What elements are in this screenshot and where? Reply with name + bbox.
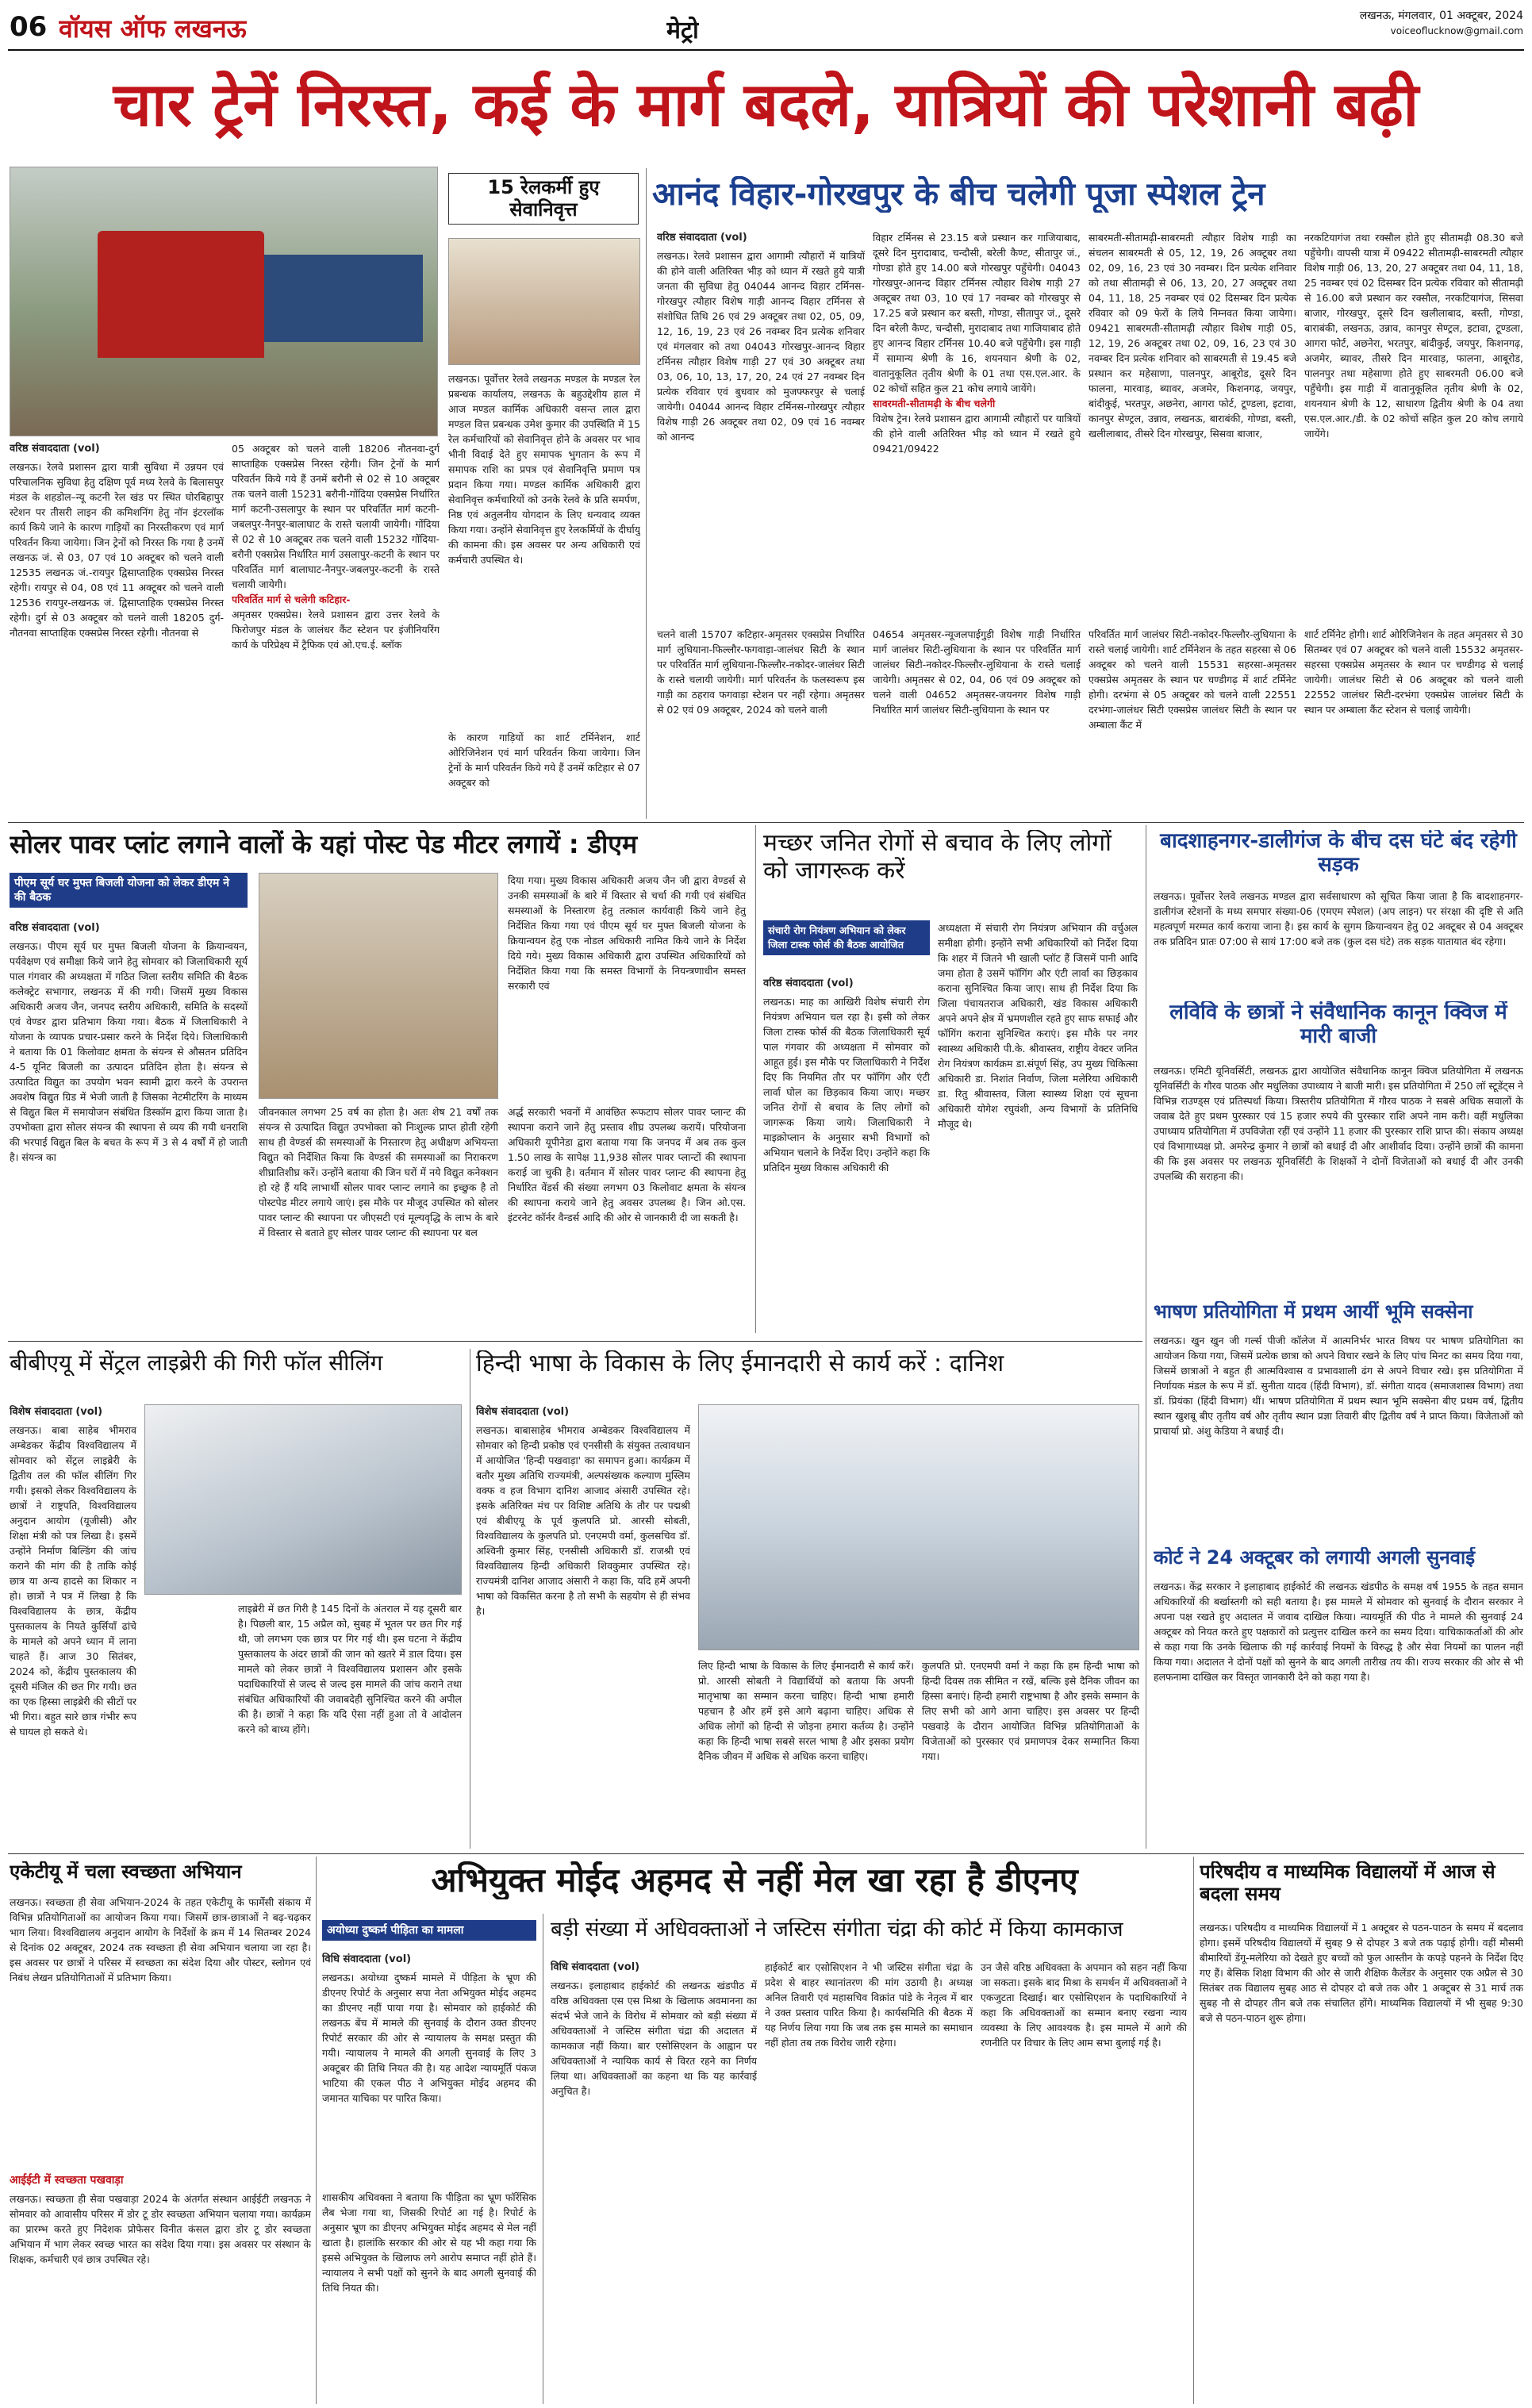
row2-b xyxy=(873,627,1081,817)
row2-c xyxy=(1089,627,1296,817)
solar-photo xyxy=(259,873,498,1099)
road-text: लखनऊ। पूर्वोत्तर रेलवे लखनऊ मण्डल द्वारा सर्वसाधारण को सूचित किया जाता है कि बादशाहनगर-डालीगंज स्टेशनों के मध्य समपार संख्या-06 (एमएम स्पेशल) (अप लाइन) पर संरक्षा की दृष्टि से अति महत्वपूर्ण मरम्मत कार्य कराया जाना है। इस कार्य के सुगम क्रियान्वयन हेतु 02 अक्टूबर से 04 अक्टूबर तक प्रतिदिन प्रातः 07:00 से सायं 17:00 बजे तक (कुल दस घंटे) तक सड़क यातायात बंद रहेगा। xyxy=(1154,890,1523,947)
dengue-col2 xyxy=(938,920,1138,1333)
header-rule xyxy=(8,49,1524,51)
retire-text-2: के कारण गाड़ियों का शार्ट टर्मिनेशन, शार्ट ओरिजिनेशन एवं मार्ग परिवर्तन किया जायेगा। जिन ट्रेनों के मार्ग परिवर्तन किये गये हैं उनमें कटिहार से 07 अक्टूबर को xyxy=(448,732,640,789)
dengue-headline: मच्छर जनित रोगों से बचाव के लिए लोगों को जागरूक करें xyxy=(763,830,1112,885)
court-text: लखनऊ। केंद्र सरकार ने इलाहाबाद हाईकोर्ट की लखनऊ खंडपीठ के समक्ष वर्ष 1955 के तहत समान अधिकारियों की बर्खास्तगी को सही बताया है। इस मामले में सोमवार को सुनवाई के दौरान सरकार ने अपना पक्ष रखते हुए अदालत में जवाब दाखिल किया। न्यायमूर्ति की पीठ ने मामले की सुनवाई 24 अक्टूबर को नियत करते हुए पक्षकारों को प्रत्युत्तर दाखिल करने का समय दिया। याचिकाकर्ताओं की ओर से कहा गया कि उनके खिलाफ की गई कार्रवाई नियमों के विरुद्ध है और सेवा नियमों का पालन नहीं किया गया। अदालत ने दोनों पक्षों को सुनने के बाद अगली तारीख तय की। राज्य सरकार की ओर से भी हलफनामा दाखिल कर विस्तृत जानकारी देने को कहा गया है। xyxy=(1154,1580,1523,1683)
row2-d xyxy=(1304,627,1523,817)
hindi-photo xyxy=(698,1404,1139,1650)
dna-body-1: लखनऊ। अयोध्या दुष्कर्म मामले में पीड़िता के भ्रूण की डीएनए रिपोर्ट के अनुसार सपा नेता अभियुक्त मोईद अहमद का डीएनए नहीं पाया गया है। सोमवार को हाईकोर्ट की लखनऊ बेंच में मामले की सुनवाई के दौरान उक्त डीएनए रिपोर्ट सरकार की ओर से न्यायालय के समक्ष प्रस्तुत की गयी। न्यायालय ने मामले की अगली सुनवाई के लिए 3 अक्टूबर की तिथि नियत की है। यह आदेश न्यायमूर्ति पंकज भाटिया की एकल पीठ ने अभियुक्त मोईद अहमद की जमानत याचिका पर पारित किया। xyxy=(322,1972,536,2104)
lead-body-1: लखनऊ। रेलवे प्रशासन द्वारा यात्री सुविधा में उन्नयन एवं परिचालनिक सुविधा हेतु दक्षिण पूर्व मध्य रेलवे के बिलासपुर मंडल के शहडोल–न्यू कटनी रेल खंड पर स्थित घोरबिहापुर स्टेशन पर तीसरी लाइन की कमिशनिंग हेतु नॉन इंटरलॉक कार्य किये जाने के कारण गाड़ियों का निरस्तीकरण एवं मार्ग परिवर्तन किया जायेगा। जिन ट्रेनों को निरस्त कि गया है उनमें लखनऊ जं. से 03, 07 एवं 10 अक्टूबर को चलने वाली 12535 लखनऊ जं.-रायपुर द्विसाप्ताहिक एक्सप्रेस निरस्त रहेगी। रायपुर से 04, 08 एवं 11 अक्टूबर को चलने वाली 12536 रायपुर-लखनऊ जं. द्विसाप्ताहिक एक्सप्रेस निरस्त रहेगी। दुर्ग से 03 अक्टूबर को चलने वाली 18205 दुर्ग-नौतनवा साप्ताहिक एक्सप्रेस निरस्त रहेगी। नौतनवा से xyxy=(10,461,224,639)
lead-headline: चार ट्रेनें निरस्त, कई के मार्ग बदले, यात्रियों की परेशानी बढ़ी xyxy=(113,69,1419,140)
road-headline: बादशाहनगर-डालीगंज के बीच दस घंटे बंद रहेगी सड़क xyxy=(1160,830,1517,877)
edu-text: लखनऊ। परिषदीय व माध्यमिक विद्यालयों में 1 अक्टूबर से पठन-पाठन के समय में बदलाव होगा। इसमें परिषदीय विद्यालयों में सुबह 9 से दोपहर 3 बजे तक पढ़ाई होगी। वहीं मौसमी बीमारियों डेंगू-मलेरिया को देखते हुए बच्चों को फुल आस्तीन के कपड़े पहनने के निर्देश दिए गए हैं। बेसिक शिक्षा विभाग की ओर से जारी शैक्षिक कैलेंडर के अनुसार एक अप्रैल से 30 सितंबर तक विद्यालय सुबह आठ से दोपहर दो बजे तक और 1 अक्टूबर से 31 मार्च तक सुबह नौ से दोपहर तीन बजे तक संचालित होंगे। माध्यमिक विद्यालयों में भी सुबह 9:30 बजे से पठन-पाठन शुरू होगा। xyxy=(1200,1922,1523,2024)
retire-photo xyxy=(448,238,640,365)
clean-subhead: आईईटी में स्वच्छता पखवाड़ा xyxy=(10,2174,124,2187)
court-delay-col3 xyxy=(981,1960,1187,2399)
puja-body-3: विशेष ट्रेन। रेलवे प्रशासन द्वारा आगामी त्यौहारों पर यात्रियों की होने वाली अतिरिक्त भीड़ को ध्यान में रखते हुये 09421/09422 xyxy=(873,413,1081,455)
hindi-col2 xyxy=(698,1658,914,1849)
quiz-text: लखनऊ। एमिटी यूनिवर्सिटी, लखनऊ द्वारा आयोजित संवैधानिक कानून क्विज प्रतियोगिता में लखनऊ यूनिवर्सिटी के गौरव पाठक और मधुलिका उपाध्याय ने बाजी मारी। इस प्रतियोगिता में 250 लॉ स्टूडेंट्स ने विभिन्न राउण्ड्स एवं प्रतिस्पर्धा किया। त्रिस्तरीय प्रतियोगिता में गौरव पाठक ने सबसे अधिक सवालों के जवाब देते हुए प्रथम पुरस्कार एवं 15 हजार रुपये की पुरस्कार राशि अपने नाम करी। वहीं मधुलिका उपाध्याय प्रतियोगिता में उपविजेता रहीं एवं उन्होंने 11 हजार की पुरस्कार राशि प्राप्त की। संकाय अध्यक्ष एवं विभागाध्यक्ष प्रो. अमरेन्द्र कुमार ने छात्रों को बधाई दी और आशीर्वाद दिया। उन्होंने छात्रों की कामना की कि इस अवसर पर लखनऊ यूनिवर्सिटी के शिक्षकों ने दोनों विजेताओं को बधाई दी और उनकी उपलब्धि की सराहना की। xyxy=(1154,1065,1523,1182)
solar-body-2: जीवनकाल लगभग 25 वर्ष का होता है। अतः शेष 21 वर्षों तक संयन्त्र से उत्पादित विद्युत उपभोक्ता को निःशुल्क प्राप्त होती रहेगी साथ ही वेण्डर्स की समस्याओं के निस्तारण हेतु अधीक्षण अभियन्ता विद्युत को निर्देशित किया कि वेण्डर्स की समस्याओं का निराकरण शीघ्रातिशीघ्र करें। उन्होंने बताया की जिन घरों में नये विद्युत कनेक्शन हो रहे हैं यदि लाभार्थी सोलर पावर प्लान्ट लगाने का इच्छुक है तो पोस्टपेड मीटर लगाये जाएं। इस मौके पर मौजूद उपस्थित को सोलर पावर प्लान्ट की स्थापना पर जीएसटी एवं मूल्यवृद्धि के लाभ के बारे में विस्तार से बताते हुए सोलर पावर प्लान्ट की स्थापना पर बल xyxy=(259,1106,498,1239)
solar-subhead: पीएम सूर्य घर मुफ्त बिजली योजना को लेकर डीएम ने की बैठक xyxy=(10,873,248,908)
library-col1 xyxy=(10,1404,136,1849)
coaches xyxy=(264,255,423,342)
puja-body-4: साबरमती-सीतामढ़ी-साबरमती त्यौहार विशेष गाड़ी का संचलन साबरमती से 05, 12, 19, 26 अक्टूबर तथा 02, 09, 16, 23 एवं 30 नवम्बर। दिन प्रत्येक शनिवार को तथा सीतामढ़ी से 06, 13, 20, 27 अक्टूबर तथा 04, 11, 18, 25 नवम्बर एवं 02 दिसम्बर दिन प्रत्येक रविवार को 09 फेरों के लिये निम्नवत किया जायेगा। 09421 साबरमती-सीतामढ़ी त्यौहार विशेष गाड़ी 05, 12, 19, 26 अक्टूबर तथा 02, 09, 16, 23 एवं 30 नवम्बर दिन प्रत्येक शनिवार को साबरमती से 19.45 बजे प्रस्थान कर महेसाणा, पालनपुर, आबूरोड, दूसरे दिन फालना, मारवाड़, ब्यावर, अजमेर, किशनगढ़, जयपुर, बांदीकुई, भरतपुर, अछनेरा, आगरा फोर्ट, टूण्डला, इटावा, कानपुर सेण्ट्रल, उन्नाव, लखनऊ, बाराबंकी, गोण्डा, बस्ती, खलीलाबाद, तीसरे दिन गोरखपुर, सिसवा बाजार, xyxy=(1089,232,1296,440)
puja-col2 xyxy=(873,230,1081,627)
court-body xyxy=(1154,1579,1523,1833)
solar-col2 xyxy=(259,1104,498,1333)
hindi-col3 xyxy=(922,1658,1139,1849)
edu-headline: परिषदीय व माध्यमिक विद्यालयों में आज से बदला समय xyxy=(1200,1861,1496,1905)
speech-headline: भाषण प्रतियोगिता में प्रथम आयीं भूमि सक्सेना xyxy=(1154,1301,1473,1323)
court-delay-body-1: लखनऊ। इलाहाबाद हाईकोर्ट की लखनऊ खंडपीठ में वरिष्ठ अधिवक्ता एस एस मिश्रा के खिलाफ अवमानना का संदर्भ भेजे जाने के विरोध में सोमवार को बड़ी संख्या में अधिवक्ताओं ने जस्टिस संगीता चंद्रा की अदालत में कामकाज नहीं किया। बार एसोसिएशन के आह्वान पर अधिवक्ताओं ने न्यायिक कार्य से विरत रहने का निर्णय लिया था। अधिवक्ताओं का कहना था कि यह कार्रवाई अनुचित है। xyxy=(551,1980,757,2097)
library-col2 xyxy=(238,1601,462,1849)
puja-body-5: नरकटियागंज तथा रक्सौल होते हुए सीतामढ़ी 08.30 बजे पहुँचेगी। वापसी यात्रा में 09422 सीतामढ़ी-साबरमती त्यौहार विशेष गाड़ी 06, 13, 20, 27 अक्टूबर तथा 04, 11, 18, 25 नवम्बर एवं 02 दिसम्बर दिन प्रत्येक रविवार को सीतामढ़ी से 16.00 बजे प्रस्थान कर रक्सौल, नरकटियागंज, सिसवा बाजार, गोरखपुर, दूसरे दिन खलीलाबाद, बस्ती, गोण्डा, बाराबंकी, लखनऊ, उन्नाव, कानपुर सेण्ट्रल, इटावा, टूण्डला, आगरा फोर्ट, अछनेरा, भरतपुर, बांदीकुई, जयपुर, किशनगढ़, अजमेर, ब्यावर, तीसरे दिन मारवाड़, फालना, आबूरोड, पालनपुर तथा महेसाणा होते हुए साबरमती 06.00 बजे पहुँचेगी। इस गाड़ी में वातानुकूलित तृतीय श्रेणी के 02, शयनयान श्रेणी के 12, साधारण द्वितीय श्रेणी के 04 तथा एस.एल.आर./डी. के 02 कोचों सहित कुल 20 कोच लगाये जायेंगे। xyxy=(1304,232,1523,440)
quiz-body xyxy=(1154,1063,1523,1293)
masthead-title: वॉयस ऑफ लखनऊ xyxy=(59,13,247,44)
solar-body-3: दिया गया। मुख्य विकास अधिकारी अजय जैन जी द्वारा वेण्डर्स से उनकी समस्याओं के बारे में विस्तार से चर्चा की गयी एवं संबंधित समस्याओं के निस्तारण हेतु तत्काल कार्यवाही किये जाने हेतु निर्देशित किया गया एवं पीएम सूर्य घर मुफ्त बिजली योजना के क्रियान्वयन हेतु एक नोडल अधिकारी नामित किये जाने के निर्देश दिये गये। मुख्य विकास अधिकारी द्वारा उपस्थित अधिकारियों को निर्देशित किया गया कि समस्त विभागों के नियन्त्रणाधीन समस्त सरकारी एवं xyxy=(508,874,746,992)
puja-body-1: लखनऊ। रेलवे प्रशासन द्वारा आगामी त्यौहारों में यात्रियों की होने वाली अतिरिक्त भीड़ को ध्यान में रखते हुये यात्री जनता की सुविधा हेतु 04044 आनन्द विहार टर्मिनस-गोरखपुर त्यौहार विशेष गाड़ी आनन्द विहार टर्मिनस से संशोधित तिथि 26 एवं 29 अक्टूबर तथा 02, 05, 09, 12, 16, 19, 23 एवं 26 नवम्बर दिन प्रत्येक शनिवार एवं मंगलवार को तथा 04043 गोरखपुर-आनन्द विहार टर्मिनस त्यौहार विशेष गाड़ी 27 एवं 30 अक्टूबर तथा 03, 06, 10, 13, 17, 20, 24 एवं 27 नवम्बर दिन प्रत्येक रविवार एवं बुधवार को मुजफ्फरपुर से चलाई जायेगी। 04044 आनन्द विहार टर्मिनस-गोरखपुर त्यौहार विशेष गाड़ी 26 अक्टूबर तथा 02, 09 एवं 16 नवम्बर को आनन्द xyxy=(657,250,865,443)
puja-col3 xyxy=(1089,230,1296,627)
lead-byline: वरिष्ठ संवाददाता (vol) xyxy=(10,443,100,455)
library-headline: बीबीएयू में सेंट्रल लाइब्रेरी की गिरी फॉल सीलिंग xyxy=(10,1350,383,1376)
clean-headline: एकेटीयू में चला स्वच्छता अभियान xyxy=(10,1861,242,1883)
dna-byline: विधि संवाददाता (vol) xyxy=(322,1953,412,1965)
page-number: 06 xyxy=(10,11,48,43)
divider-h1 xyxy=(8,822,1524,823)
dengue-subhead: संचारी रोग नियंत्रण अभियान को लेकर जिला टास्क फोर्स की बैठक आयोजित xyxy=(763,920,930,955)
locomotive xyxy=(98,231,264,358)
court-delay-byline: विधि संवाददाता (vol) xyxy=(551,1961,640,1973)
speech-body xyxy=(1154,1333,1523,1539)
divider-v7 xyxy=(1193,1857,1194,2404)
dna-col2 xyxy=(322,2190,536,2399)
solar-body-4: अर्द्ध सरकारी भवनों में आवंछित रूफटाप सोलर पावर प्लान्ट की स्थापना कराने जाने हेतु प्रस्ताव शीघ्र उपलब्ध करायें। परियोजना अधिकारी यूपीनेडा द्वारा बताया गया कि जनपद में अब तक कुल 1.50 लाख के सापेक्ष 11,938 सोलर पावर प्लान्टों की स्थापना कराई जा चुकी है। वर्तमान में सोलर पावर प्लान्ट की स्थापना हेतु निर्धारित वेंडर्स की संख्या लगभग 03 किलोवाट क्षमता के संयन्त्र की स्थापना कराये जाने हेतु अवसर उपलब्ध है। जिन ओ.एस. इंटरनेट कॉर्नर वैन्डर्स आदि की ओर से जानकारी दी जा सकती है। xyxy=(508,1106,746,1223)
solar-col3b xyxy=(508,1104,746,1333)
puja-body-2: विहार टर्मिनस से 23.15 बजे प्रस्थान कर गाजियाबाद, दूसरे दिन मुरादाबाद, चन्दौसी, बरेली कैण्ट, सीतापुर जं., गोण्डा होते हुए 14.00 बजे गोरखपुर पहुँचेगी। 04043 गोरखपुर-आनन्द विहार टर्मिनस त्यौहार विशेष गाड़ी 27 अक्टूबर तथा 03, 10 एवं 17 नवम्बर को गोरखपुर से 17.25 बजे प्रस्थान कर बस्ती, गोण्डा, सीतापुर जं., दूसरे दिन बरेली कैण्ट, चन्दौसी, मुरादाबाद तथा गाजियाबाद होते हुए आनन्द विहार टर्मिनस 10.40 बजे पहुँचेगी। इस गाड़ी में सामान्य श्रेणी के 16, शयनयान श्रेणी के 02, वातानुकूलित तृतीय श्रेणी के 01 तथा एस.एल.आर. के 02 कोचों सहित कुल 21 कोच लगाये जायेंगे। xyxy=(873,232,1081,394)
lead-col1 xyxy=(10,441,224,933)
dna-body-2: शासकीय अधिवक्ता ने बताया कि पीड़िता का भ्रूण फॉरेंसिक लैब भेजा गया था, जिसकी रिपोर्ट आ गई है। रिपोर्ट के अनुसार भ्रूण का डीएनए अभियुक्त मोईद अहमद से मेल नहीं खाता है। हालांकि सरकार की ओर से यह भी कहा गया कि इससे अभियुक्त के खिलाफ लगे आरोप समाप्त नहीं होते हैं। न्यायालय ने सभी पक्षों को सुनने के बाद अगली सुनवाई की तिथि नियत की। xyxy=(322,2191,536,2294)
library-photo xyxy=(144,1404,462,1595)
lead-col2 xyxy=(232,441,440,933)
section-name: मेट्रो xyxy=(666,17,699,44)
solar-headline: सोलर पावर प्लांट लगाने वालों के यहां पोस्ट पेड मीटर लगायें : डीएम xyxy=(10,830,638,859)
quiz-headline: लविवि के छात्रों ने संवैधानिक कानून क्विज में मारी बाजी xyxy=(1169,1001,1507,1048)
clean-text-2: लखनऊ। स्वच्छता ही सेवा पखवाड़ा 2024 के अंतर्गत संस्थान आईईटी लखनऊ ने सोमवार को आवासीय परिसर में डोर टू डोर स्वच्छता अभियान चलाया गया। कार्यक्रम का प्रारम्भ करते हुए निदेशक प्रोफेसर विनीत कंसल द्वारा डोर टू डोर स्वच्छता अभियान में भाग लेकर स्वच्छ भारत का संदेश दिया गया। इस अवसर पर संस्थान के शिक्षक, कर्मचारी एवं छात्र उपस्थित रहे। xyxy=(10,2193,311,2265)
masthead-bar xyxy=(0,0,1532,52)
hindi-body-3: कुलपति प्रो. एनएमपी वर्मा ने कहा कि हम हिन्दी भाषा को हिन्दी दिवस तक सीमित न रखें, बल्कि इसे दैनिक जीवन का हिस्सा बनाएं। हिन्दी हमारी राष्ट्रभाषा है और इसके सम्मान के लिए सभी को आगे आना चाहिए। इस अवसर पर हिन्दी पखवाड़े के दौरान आयोजित विभिन्न प्रतियोगिताओं के विजेताओं को पुरस्कार एवं प्रमाणपत्र देकर सम्मानित किया गया। xyxy=(922,1660,1139,1762)
lead-body-2: 05 अक्टूबर को चलने वाली 18206 नौतनवा-दुर्ग साप्ताहिक एक्सप्रेस निरस्त रहेगी। जिन ट्रेनों के मार्ग परिवर्तन किये गये हैं उनमें बरौनी से 02 से 10 अक्टूबर तक चलने वाली 15231 बरौनी-गोंदिया एक्सप्रेस निर्धारित मार्ग कटनी-उसलापुर के स्थान पर परिवर्तित मार्ग कटनी-जबलपुर-नैनपुर-बालाघाट के रास्ते चलायी जायेगी। गोंदिया से 02 से 10 अक्टूबर तक चलने वाली 15232 गोंदिया-बरौनी एक्सप्रेस निर्धारित मार्ग उसलापुर-कटनी के स्थान पर परिवर्तित मार्ग बालाघाट-नैनपुर-जबलपुर-कटनी के रास्ते चलायी जायेगी। xyxy=(232,443,440,590)
court-delay-body-2: हाईकोर्ट बार एसोसिएशन ने भी जस्टिस संगीता चंद्रा के प्रदेश से बाहर स्थानांतरण की मांग उठायी है। अध्यक्ष अनिल तिवारी एवं महासचिव विक्रांत पांडे के नेतृत्व में बार ने उक्त प्रस्ताव पारित किया है। कार्यसमिति की बैठक में यह निर्णय लिया गया कि जब तक इस मामले का समाधान नहीं होता तब तक विरोध जारी रहेगा। xyxy=(765,1961,973,2049)
library-body-1: लखनऊ। बाबा साहेब भीमराव अम्बेडकर केंद्रीय विश्वविद्यालय में सोमवार को सेंट्रल लाइब्रेरी के द्वितीय तल की फॉल सीलिंग गिर गयी। इसको लेकर विश्वविद्यालय के छात्रों ने राष्ट्रपति, विश्वविद्यालय अनुदान आयोग (यूजीसी) और शिक्षा मंत्री को पत्र लिखा है। इसमें उन्होंने निर्माण बिल्डिंग की जांच कराने की मांग की है ताकि कोई छात्र या अन्य हादसे का शिकार न हो। छात्रों ने पत्र में लिखा है कि विश्वविद्यालय के छात्र, केंद्रीय पुस्तकालय के नियते कुर्सियाँ ढांचे के मामले को अपने ध्यान में लाना चाहते हैं। आज 30 सितंबर, 2024 को, केंद्रीय पुस्तकालय की दूसरी मंजिल की छत गिर गयी। छत का एक हिस्सा लाइब्रेरी की सीटों पर भी गिरा। बहुत सारे छात्र गंभीर रूप से घायल हो सकते थे। xyxy=(10,1424,136,1738)
divider-h2 xyxy=(8,1341,1142,1342)
hindi-byline: विशेष संवाददाता (vol) xyxy=(476,1406,570,1418)
court-delay-col1 xyxy=(551,1960,757,2399)
dengue-col1 xyxy=(763,976,930,1333)
puja-col1 xyxy=(657,230,865,603)
dengue-byline: वरिष्ठ संवाददाता (vol) xyxy=(763,977,854,989)
dna-headline: अभियुक्त मोईद अहमद से नहीं मेल खा रहा है डीएनए xyxy=(431,1861,1078,1899)
speech-text: लखनऊ। खुन खुन जी गर्ल्स पीजी कॉलेज में आत्मनिर्भर भारत विषय पर भाषण प्रतियोगिता का आयोजन किया गया, जिसमें प्रत्येक छात्रा को अपने विचार रखने के लिए पांच मिनट का समय दिया गया, जिसमें छात्राओं ने बहुत ही आत्मविश्वास व प्रभावशाली ढंग से अपने विचार रखे। इस प्रतियोगिता में निर्णायक मंडल के रूप में डॉ. सुनीता यादव (हिंदी विभाग), डॉ. संगीता यादव (समाजशास्त्र विभाग) तथा डॉ. प्रियंका (हिंदी विभाग) थीं। भाषण प्रतियोगिता में प्रथम स्थान भूमि सक्सेना बीए प्रथम वर्ष, द्वितीय स्थान खुशबू बीए तृतीय वर्ष और तृतीय स्थान प्रज्ञा तिवारी बीए द्वितीय वर्ष ने प्राप्त किया। विजेताओं को प्राचार्या प्रो. अंशु केडिया ने बधाई दी। xyxy=(1154,1335,1523,1437)
library-body-2: लाइब्रेरी में छत गिरी है 145 दिनों के अंतराल में यह दूसरी बार है। पिछली बार, 15 अप्रैल को, सुबह में भूतल पर छत गिर गई थी, जो लगभग एक छात्र पर गिर गई थी। इस घटना ने केंद्रीय पुस्तकालय के अंदर छात्रों की जान को खतरे में डाल दिया। इस मामले को लेकर छात्रों ने विश्वविद्यालय प्रशासन और इसके पदाधिकारियों से जल्द से जल्द इस मामले की जांच कराने तथा संबंधित अधिकारियों की जवाबदेही सुनिश्चित करने की अपील की है। छात्रों ने कहा कि यदि ऐसा नहीं हुआ तो वे आंदोलन करने को बाध्य होंगे। xyxy=(238,1603,462,1735)
solar-body-1: लखनऊ। पीएम सूर्य घर मुफ्त बिजली योजना के क्रियान्वयन, पर्यवेक्षण एवं समीक्षा किये जाने हेतु सोमवार को जिलाधिकारी सूर्य पाल गंगवार की अध्यक्षता में गठित जिला स्तरीय समिति की बैठक कलेक्ट्रेट सभागार, लखनऊ में की गयी। जिसमें मुख्य विकास अधिकारी अजय जैन, जनपद स्तरीय अधिकारी, समिति के सदस्यों एवं वेण्डर द्वारा प्रतिभाग किया गया। बैठक में जिलाधिकारी ने योजना के व्यापक प्रचार-प्रसार करने के निर्देश दिये। जिलाधिकारी ने बताया कि 01 किलोवाट क्षमता के संयन्त्र से औसतन प्रतिदिन 4-5 यूनिट बिजली का उत्पादन प्रतिदिन होता है। संयन्त्र से उत्पादित विद्युत का उपयोग भवन स्वामी द्वारा करने के उपरान्त अवशेष विद्युत ग्रिड में भेजी जाती है जिसका नेटमीटरिंग के माध्यम से विद्युत बिल में समायोजन संबंधित डिस्कॉम द्वारा किया जाता है। उपभोक्ता द्वारा सोलर संयन्त्र की स्थापना से व्यय की गयी धनराशि की भरपाई विद्युत बिल के बचत के रूप में 3 से 4 वर्षों में हो जाती है। संयन्त्र का xyxy=(10,940,248,1163)
clean-body xyxy=(10,1895,311,2164)
row2-b-text: 04654 अमृतसर-न्यूजलपाईगुड़ी विशेष गाड़ी निर्धारित मार्ग जालंधर सिटी-लुधियाना के स्थान पर परिवर्तित मार्ग जालंधर सिटी-नकोदर-फिल्लौर-लुधियाना के रास्ते चलाई जायेगी। अमृतसर से 02, 04, 06 एवं 09 अक्टूबर को चलने वाली 04652 अमृतसर-जयनगर विशेष गाड़ी निर्धारित मार्ग जालंधर सिटी-लुधियाना के स्थान पर xyxy=(873,628,1081,716)
solar-byline: वरिष्ठ संवाददाता (vol) xyxy=(10,922,100,934)
lead-subhead: परिवर्तित मार्ग से चलेगी कटिहार- xyxy=(232,593,351,605)
court-delay-headline: बड़ी संख्या में अधिवक्ताओं ने जस्टिस संगीता चंद्रा की कोर्ट में किया कामकाज xyxy=(551,1918,1123,1941)
edu-body xyxy=(1200,1920,1523,2399)
library-byline: विशेष संवाददाता (vol) xyxy=(10,1406,103,1418)
train-photo xyxy=(10,167,438,436)
dateline: लखनऊ, मंगलवार, 01 अक्टूबर, 2024 xyxy=(1359,10,1523,22)
divider-h3 xyxy=(8,1853,1524,1854)
email: voiceoflucknow@gmail.com xyxy=(1390,25,1523,36)
dengue-body-2: अध्यक्षता में संचारी रोग नियंत्रण अभियान की वर्चुअल समीक्षा होगी। इन्होंने सभी अधिकारियों को निर्देश दिया कि शहर में जितने भी खाली प्लॉट हैं जिसमें पानी आदि जमा होता है उसमें फॉगिंग और एंटी लार्वा का छिड़काव कराना सुनिश्चित किया जाए। साथ ही निर्देश दिया कि जिला पंचायतराज अधिकारी, खंड विकास अधिकारी अपने अपने क्षेत्र में भ्रमणशील रहते हुए साफ सफाई और फॉगिंग कराना सुनिश्चित कराएं। इस मौके पर नगर स्वास्थ्य अधिकारी पी.के. श्रीवास्तव, राष्ट्रीय वेक्टर जनित रोग नियंत्रण कार्यक्रम डा.संपूर्ण सिंह, उप मुख्य चिकित्सा अधिकारी डा. निशांत निर्वाण, जिला मलेरिया अधिकारी डा. रितु श्रीवास्तव, जिला स्वास्थ्य शिक्षा एवं सूचना अधिकारी योगेश रघुवंशी, अन्य विभागों के प्रतिनिधि मौजूद थे। xyxy=(938,922,1138,1130)
puja-col4 xyxy=(1304,230,1523,627)
road-body xyxy=(1154,889,1523,992)
divider-v2 xyxy=(755,825,756,1333)
row2-a xyxy=(657,627,865,817)
hindi-headline: हिन्दी भाषा के विकास के लिए ईमानदारी से कार्य करें : दानिश xyxy=(476,1350,1004,1377)
retire-body xyxy=(448,371,640,728)
dna-subhead: अयोध्या दुष्कर्म पीड़िता का मामला xyxy=(322,1920,536,1941)
row2-d-text: शार्ट टर्मिनेट होगी। शार्ट ओरिजिनेशन के तहत अमृतसर से 30 सितम्बर एवं 07 अक्टूबर को चलने वाली 15532 अमृतसर-सहरसा एक्सप्रेस अमृतसर के स्थान पर चण्डीगढ़ से चलाई जायेगी। जालंधर सिटी से 06 अक्टूबर को चलने वाली 22552 जालंधर सिटी-दरभंगा एक्सप्रेस जालंधर सिटी के स्थान पर अम्बाला कैंट स्टेशन से चलाई जायेगी। xyxy=(1304,628,1523,716)
row2-a-text: चलने वाली 15707 कटिहार-अमृतसर एक्सप्रेस निर्धारित मार्ग लुधियाना-फिल्लौर-फगवाड़ा-जालंधर सिटी के स्थान पर परिवर्तित मार्ग लुधियाना-फिल्लौर-नकोदर-जालंधर सिटी के रास्ते चलायी जायेगी। मार्ग परिवर्तन के फलस्वरूप इस गाड़ी का ठहराव फगवाड़ा स्टेशन पर नहीं रहेगा। अमृतसर से 02 एवं 09 अक्टूबर, 2024 को चलने वाली xyxy=(657,628,865,716)
divider-v5 xyxy=(316,1857,317,2404)
court-delay-col2 xyxy=(765,1960,973,2399)
court-headline: कोर्ट ने 24 अक्टूबर को लगायी अगली सुनवाई xyxy=(1154,1547,1475,1569)
row2-c-text: परिवर्तित मार्ग जालंधर सिटी-नकोदर-फिल्लौर-लुधियाना के रास्ते चलाई जायेगी। शार्ट टर्मिनेशन के तहत सहरसा से 06 अक्टूबर को चलने वाली 15531 सहरसा-अमृतसर एक्सप्रेस अमृतसर के स्थान पर चण्डीगढ़ में शार्ट टर्मिनेट होगी। दरभंगा से 05 अक्टूबर को चलने वाली 22551 दरभंगा-जालंधर सिटी एक्सप्रेस जालंधर सिटी के स्थान पर अम्बाला कैंट में xyxy=(1089,628,1296,731)
divider-v1 xyxy=(646,168,647,819)
court-delay-body-3: उन जैसे वरिष्ठ अधिवक्ता के अपमान को सहन नहीं किया जा सकता। इसके बाद मिश्रा के समर्थन में अधिवक्ताओं ने एकजुटता दिखाई। बार एसोसिएशन के पदाधिकारियों ने कहा कि अधिवक्ताओं का सम्मान बनाए रखना न्याय व्यवस्था के लिए आवश्यक है। इस मामले में आगे की रणनीति पर विचार के लिए आम सभा बुलाई गई है। xyxy=(981,1961,1187,2049)
retire-headline: 15 रेलकर्मी हुए सेवानिवृत्त xyxy=(448,173,639,225)
retire-body2 xyxy=(448,730,640,817)
solar-col3 xyxy=(508,873,746,1095)
clean-text: लखनऊ। स्वच्छता ही सेवा अभियान-2024 के तहत एकेटीयू के फार्मेसी संकाय में विभिन्न प्रतियोगिताओं का आयोजन किया गया। जिसमें छात्र-छात्राओं ने बढ़-चढ़कर भाग लिया। विश्वविद्यालय अनुदान आयोग के निर्देशों के क्रम में 14 सितम्बर 2024 से दिनांक 02 अक्टूबर, 2024 तक स्वच्छता ही सेवा अभियान चलाया जा रहा है। इस अवसर पर छात्रों ने परिसर में स्वच्छता का संदेश दिया और पोस्टर, स्लोगन एवं निबंध लेखन प्रतियोगिताओं में प्रतिभाग किया। xyxy=(10,1896,311,1984)
puja-subhead: सावरमती-सीतामढ़ी के बीच चलेगी xyxy=(873,397,996,409)
hindi-body-1: लखनऊ। बाबासाहेब भीमराव अम्बेडकर विश्वविद्यालय में सोमवार को हिन्दी प्रकोष्ठ एवं एनसीसी के संयुक्त तत्वावधान में आयोजित 'हिन्दी पखवाड़ा' का समापन हुआ। कार्यक्रम में बतौर मुख्य अतिथि राज्यमंत्री, अल्पसंख्यक कल्याण मुस्लिम वक्फ व हज विभाग दानिश आजाद अंसारी उपस्थित रहे। इसके अतिरिक्त मंच पर विशिष्ट अतिथि के तौर पर पद्मश्री एवं बीबीएयू के पूर्व कुलपति प्रो. आरसी सोबती, विश्वविद्यालय के कुलपति प्रो. एनएमपी वर्मा, कुलसचिव डॉ. अश्विनी कुमार सिंह, एनसीसी अधिकारी डॉ. राजश्री एवं विश्वविद्यालय हिन्दी अधिकारी शिवकुमार उपस्थित रहे। राज्यमंत्री दानिश आजाद अंसारी ने कहा कि, यदि हमें अपनी भाषा को विकसित करना है तो सभी के सहयोग से ही संभव है। xyxy=(476,1424,690,1617)
lead-body-3: अमृतसर एक्सप्रेस। रेलवे प्रशासन द्वारा उत्तर रेलवे के फिरोजपुर मंडल के जालंधर कैंट स्टेशन पर इंजीनियरिंग कार्य के परिप्रेक्ष्य में ट्रैफिक एवं ओ.एच.ई. ब्लॉक xyxy=(232,609,440,651)
puja-headline: आनंद विहार-गोरखपुर के बीच चलेगी पूजा स्पेशल ट्रेन xyxy=(652,176,1265,213)
dengue-body-1: लखनऊ। माह का आखिरी विशेष संचारी रोग नियंत्रण अभियान चल रहा है। इसी को लेकर जिला टास्क फोर्स की बैठक जिलाधिकारी सूर्य पाल गंगवार की अध्यक्षता में सोमवार को आहूत हुई। इस मौके पर जिलाधिकारी ने निर्देश दिए कि नियमित तौर पर फॉगिंग और एंटी लार्वा घोल का छिड़काव किया जाए। मच्छर जनित रोगों से बचाव के लिए लोगों को जागरूक किया जाये। जिलाधिकारी ने माइक्रोप्लान के अनुसार सभी विभागों को अभियान चलाने के निर्देश दिए। उन्होंने कहा कि प्रतिदिन मुख्य विकास अधिकारी की xyxy=(763,996,930,1173)
hindi-body-2: लिए हिन्दी भाषा के विकास के लिए ईमानदारी से कार्य करें। प्रो. आरसी सोबती ने विद्यार्थियों को बताया कि अपनी मातृभाषा का सम्मान करना चाहिए। हिन्दी भाषा हमारी पहचान है और हमें इसे आगे बढ़ाना चाहिए। अधिक से अधिक लोगों को हिन्दी से जोड़ना हमारा कर्तव्य है। उन्होंने कहा कि हिन्दी भाषा सबसे सरल भाषा है और इसका प्रयोग दैनिक जीवन में अधिक से अधिक करना चाहिए। xyxy=(698,1660,914,1762)
puja-byline: वरिष्ठ संवाददाता (vol) xyxy=(657,232,747,244)
hindi-col1 xyxy=(476,1404,690,1849)
retire-text: लखनऊ। पूर्वोत्तर रेलवे लखनऊ मण्डल के मण्डल रेल प्रबन्धक कार्यालय, लखनऊ के बहुउद्देशीय हाल में आज मण्डल कार्मिक अधिकारी वसन्त लाल द्वारा मण्डल वित्त प्रबन्धक उमेश कुमार की उपस्थिति में 15 रेल कर्मचारियों को सेवानिवृत्त होने के अवसर पर भाव भीनी विदाई देते हुए समापक भुगतान के रूप में समापक राशि का प्रपत्र एवं सेवानिवृत्ति प्रमाण पत्र प्रदान किया गया। मण्डल कार्मिक अधिकारी द्वारा सेवानिवृत्त कर्मचारियों को उनके रेलवे के प्रति समर्पण, निष्ठ एवं अतुलनीय योगदान के लिए धन्यवाद व्यक्त किया गया। उन्होंने सेवानिवृत्त हुए रेलकर्मियों के दीर्घायु की कामना की। इस अवसर पर अन्य अधिकारी एवं कर्मचारी उपस्थित थे। xyxy=(448,373,640,566)
clean-body2 xyxy=(10,2191,311,2399)
solar-col1 xyxy=(10,920,248,1333)
